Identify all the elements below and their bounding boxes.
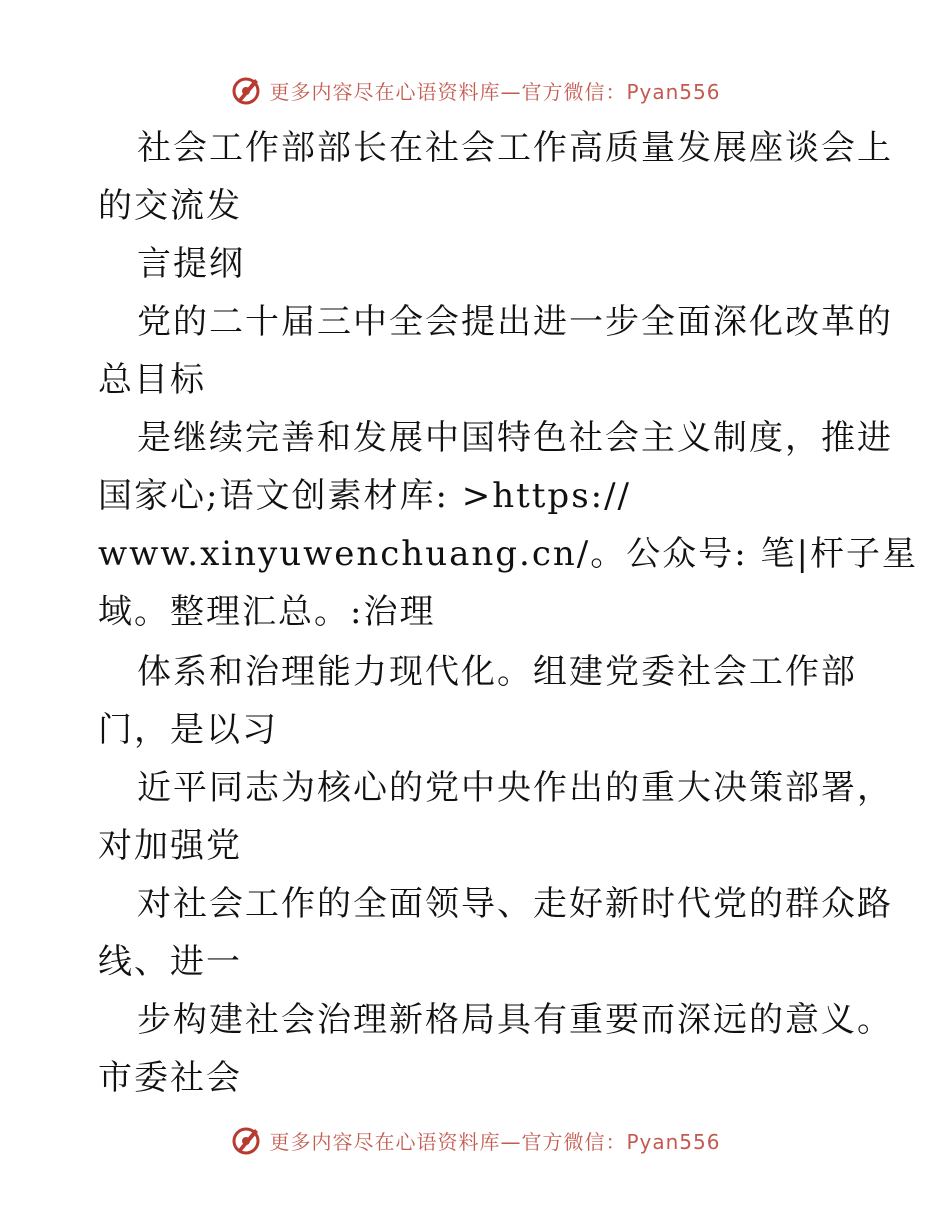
text-line: 域。整理汇总。:治理 [98, 592, 436, 632]
text-line: 门，是以习 [98, 710, 278, 750]
header-banner-text: 更多内容尽在心语资料库—官方微信：Pyan556 [269, 79, 721, 104]
text-line: 党的二十届三中全会提出进一步全面深化改革的 [137, 302, 893, 342]
text-line: 社会工作部部长在社会工作高质量发展座谈会上 [137, 128, 893, 168]
text-line: 国家心;语文创素材库: >https:// [98, 476, 632, 516]
text-line: 市委社会 [98, 1058, 242, 1098]
text-line: 对加强党 [98, 826, 242, 866]
footer-banner-text: 更多内容尽在心语资料库—官方微信：Pyan556 [269, 1129, 721, 1154]
text-line: 对社会工作的全面领导、走好新时代党的群众路 [137, 884, 893, 924]
pen-logo-icon [229, 1123, 263, 1157]
text-line: www.xinyuwenchuang.cn/。公众号: 笔|杆子星 [98, 534, 918, 574]
text-line: 近平同志为核心的党中央作出的重大决策部署， [137, 768, 893, 808]
footer-banner [0, 1120, 950, 1160]
text-line: 是继续完善和发展中国特色社会主义制度，推进 [137, 418, 893, 458]
text-line: 线、进一 [98, 942, 242, 982]
text-line: 言提纲 [137, 244, 245, 284]
text-line: 体系和治理能力现代化。组建党委社会工作部 [137, 652, 857, 692]
text-line: 的交流发 [98, 186, 242, 226]
text-line: 总目标 [98, 360, 206, 400]
text-line: 步构建社会治理新格局具有重要而深远的意义。 [137, 1000, 893, 1040]
